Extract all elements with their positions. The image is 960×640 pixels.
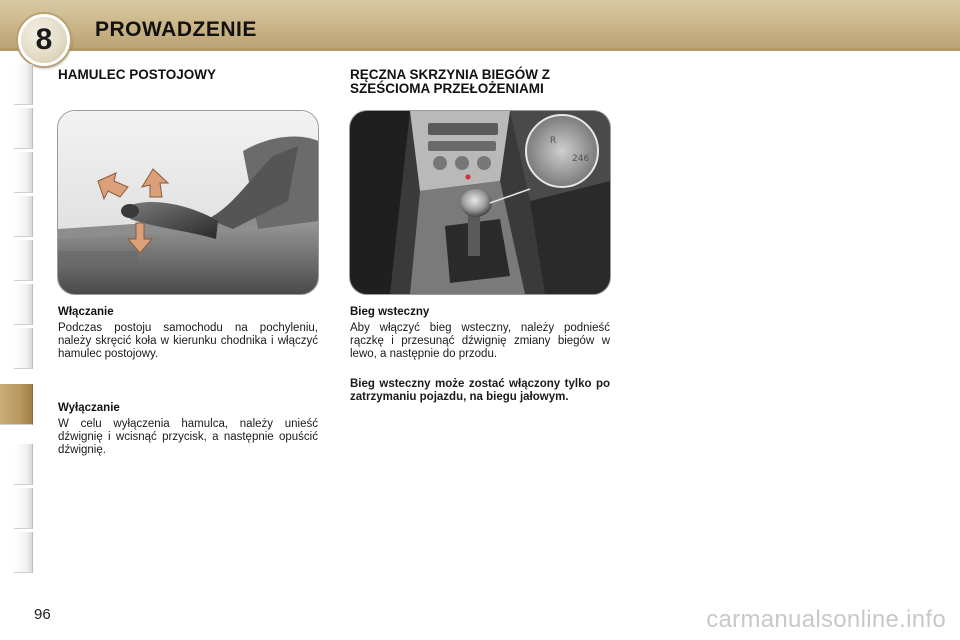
reverse-warning: Bieg wsteczny może zostać włączony tylko po zatrzymaniu pojazdu, na biegu jałowym. [350,378,610,403]
parking-brake-illustration [58,111,318,294]
page-number: 96 [34,606,51,623]
gearbox-title-line1: RĘCZNA SKRZYNIA BIEGÓW Z [350,67,550,82]
chapter-tab-rail [0,64,34,576]
release-text: W celu wyłączenia hamulca, należy unieść dźwignię i wcisnąć przycisk, a następnie opuścić dźwignię. [58,418,318,456]
gearbox-photo [349,110,611,295]
chapter-tab-8-active[interactable] [0,384,33,425]
chapter-tab-7[interactable] [14,328,33,369]
chapter-tab-1[interactable] [14,64,33,105]
svg-text:R: R [550,136,557,146]
chapter-tab-2[interactable] [14,108,33,149]
gearbox-title-line2: SZEŚCIOMA PRZEŁOŻENIAMI [350,81,544,96]
parking-brake-title: HAMULEC POSTOJOWY [58,67,217,82]
svg-text:246: 246 [572,154,590,164]
chapter-number-badge: 8 [18,14,70,66]
watermark: carmanualsonline.info [706,606,946,633]
chapter-tab-5[interactable] [14,240,33,281]
chapter-tab-4[interactable] [14,196,33,237]
chapter-tab-10[interactable] [14,488,33,529]
chapter-tab-9[interactable] [14,444,33,485]
header-rule [0,48,960,51]
release-heading: Wyłączanie [58,402,120,414]
chapter-tab-11[interactable] [14,532,33,573]
engage-heading: Włączanie [58,306,114,318]
chapter-tab-3[interactable] [14,152,33,193]
parking-brake-photo [57,110,319,295]
engage-text: Podczas postoju samochodu na pochyleniu, należy skręcić koła w kierunku chodnika i włączyć hamulec postojowy. [58,322,318,360]
chapter-title: PROWADZENIE [95,18,257,41]
chapter-tab-6[interactable] [14,284,33,325]
gear-lever-illustration [350,111,610,294]
reverse-heading: Bieg wsteczny [350,306,430,318]
reverse-text: Aby włączyć bieg wsteczny, należy podnieść rączkę i przesunąć dźwignię zmiany biegów w lewo, a następnie do przodu. [350,322,610,360]
